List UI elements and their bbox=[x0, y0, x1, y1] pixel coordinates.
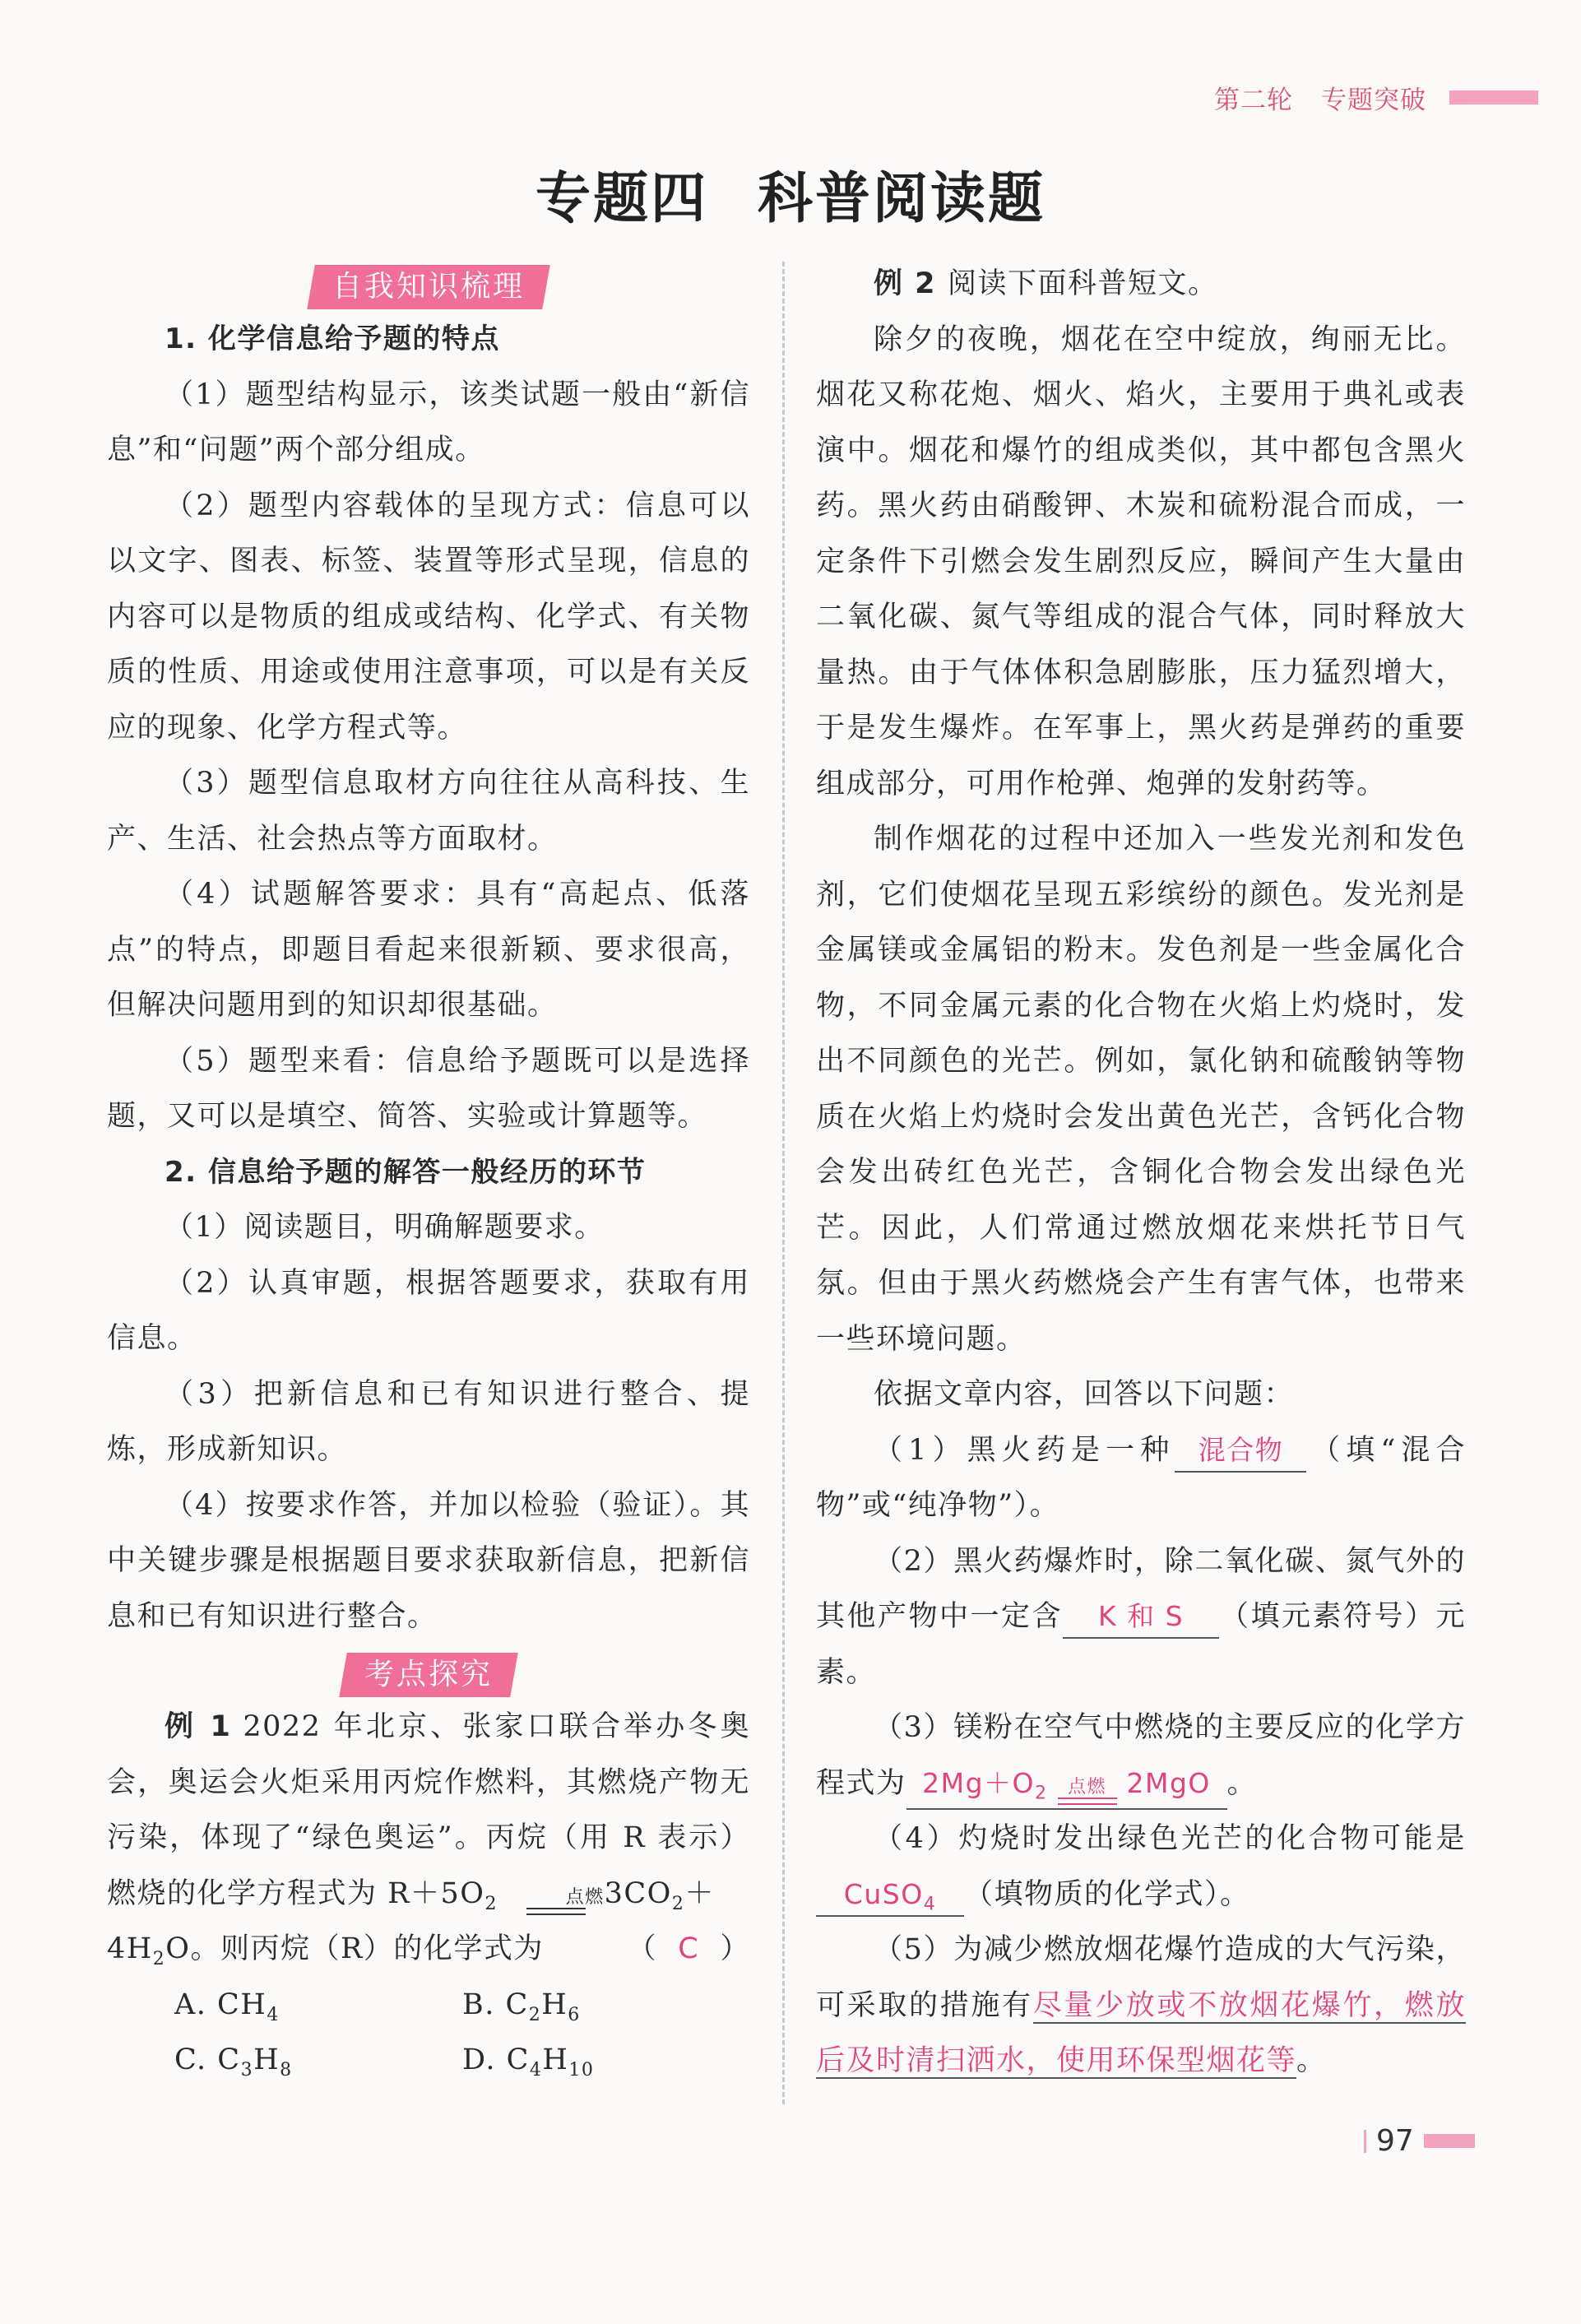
feature-3: （3）题型信息取材方向往往从高科技、生产、生活、社会热点等方面取材。 bbox=[107, 767, 750, 856]
heading-features: 1. 化学信息给予题的特点 bbox=[165, 322, 500, 355]
example-1-answer-bracket: （ C ） bbox=[627, 1932, 750, 1965]
reaction-arrow: 点燃 bbox=[508, 1888, 605, 1918]
answer-3: $2Mg+O_2$ 点燃 2MgO bbox=[906, 1763, 1227, 1810]
chapter-header bbox=[1214, 79, 1538, 116]
header-accent-bar bbox=[1449, 90, 1538, 104]
example-2-intro: 例 2 阅读下面科普短文。 bbox=[874, 267, 1218, 300]
feature-2: （2）题型内容载体的呈现方式：信息可以以文字、图表、标签、装置等形式呈现，信息的内容可以是物质的组成或结构、化学式、有关物质的性质、用途或使用注意事项，可以是有关反应的现象、化学方程式等。 bbox=[107, 489, 750, 745]
example-2-label: 例 2 bbox=[874, 267, 937, 300]
example-1-label: 例 1 bbox=[165, 1710, 232, 1743]
choices-row-2 bbox=[107, 2033, 750, 2089]
question-2: （2）黑火药爆炸时，除二氧化碳、氮气外的其他产物中一定含 K 和 S （填元素符号）元素。 bbox=[816, 1544, 1466, 1689]
page-number-tick bbox=[1364, 2130, 1366, 2153]
reading-paragraph-2: 制作烟花的过程中还加入一些发光剂和发色剂，它们使烟花呈现五彩缤纷的颜色。发光剂是金属镁或金属铝的粉末。发色剂是一些金属化合物，不同金属元素的化合物在火焰上灼烧时，发出不同颜色的光芒。例如，氯化钠和硫酸钠等物质在火焰上灼烧时会发出黄色光芒，含钙化合物会发出砖红色光芒，含铜化合物会发出绿色光芒。因此，人们常通过燃放烟花来烘托节日气氛。但由于黑火药燃烧会产生有害气体，也带来一些环境问题。 bbox=[816, 823, 1466, 1356]
right-column bbox=[816, 257, 1466, 2090]
answer-1: 混合物 bbox=[1175, 1430, 1306, 1473]
banner-explore bbox=[107, 1644, 750, 1700]
answer-3-arrow: 点燃 bbox=[1058, 1778, 1117, 1808]
answer-5: 尽量少放或不放烟花爆竹，燃放后及时清扫洒水，使用环保型烟花等 bbox=[816, 1988, 1466, 2077]
reading-paragraph-1: 除夕的夜晚，烟花在空中绽放，绚丽无比。烟花又称花炮、烟火、焰火，主要用于典礼或表演中。烟花和爆竹的组成类似，其中都包含黑火药。黑火药由硝酸钾、木炭和硫粉混合而成，一定条件下引燃会发生剧烈反应，瞬间产生大量由二氧化碳、氮气等组成的混合气体，同时释放大量热。由于气体体积急剧膨胀，压力猛烈增大，于是发生爆炸。在军事上，黑火药是弹药的重要组成部分，可用作枪弹、炮弹的发射药等。 bbox=[816, 322, 1466, 800]
step-1: （1）阅读题目，明确解题要求。 bbox=[165, 1211, 605, 1244]
example-1-text: 2022 年北京、张家口联合举办冬奥会，奥运会火炬采用丙烷作燃料，其燃烧产物无污染，体现了“绿色奥运”。丙烷（用 R 表示）燃烧的化学方程式为 R＋5O bbox=[107, 1710, 750, 1910]
step-3: （3）把新信息和已有知识进行整合、提炼，形成新知识。 bbox=[107, 1377, 750, 1466]
heading-steps: 2. 信息给予题的解答一般经历的环节 bbox=[165, 1155, 647, 1189]
step-4: （4）按要求作答，并加以检验（验证）。其中关键步骤是根据题目要求获取新信息，把新信息和已有知识进行整合。 bbox=[107, 1488, 750, 1633]
title-topic-name: 科普阅读题 bbox=[758, 166, 1046, 230]
choice-d: D. $C_4H_{10}$ bbox=[462, 2043, 595, 2080]
example-1: 例 1 2022 年北京、张家口联合举办冬奥会，奥运会火炬采用丙烷作燃料，其燃烧产物无污染，体现了“绿色奥运”。丙烷（用 R 表示）燃烧的化学方程式为 $R+5O_2$ 点燃 $3CO_2+$ bbox=[107, 1700, 750, 1922]
round-label: 第二轮 bbox=[1214, 86, 1293, 115]
page-title bbox=[0, 155, 1581, 234]
banner-knowledge bbox=[107, 257, 750, 312]
answer-4: CuSO$_4$ bbox=[816, 1874, 964, 1917]
question-3: （3）镁粉在空气中燃烧的主要反应的化学方程式为 $2Mg+O_2$ 点燃 2MgO 。 bbox=[816, 1700, 1466, 1811]
left-column bbox=[107, 257, 750, 2089]
feature-5: （5）题型来看：信息给予题既可以是选择题，又可以是填空、简答、实验或计算题等。 bbox=[107, 1044, 750, 1133]
example-1-question: $4H_2O$。则丙烷（R）的化学式为 （ C ） bbox=[107, 1922, 750, 1978]
choice-a: A. $CH_4$ bbox=[174, 1988, 280, 2025]
banner-knowledge-label: 自我知识梳理 bbox=[332, 270, 525, 304]
banner-explore-label: 考点探究 bbox=[364, 1658, 493, 1691]
title-topic-number: 专题四 bbox=[536, 166, 708, 230]
choice-b: B. $C_2H_6$ bbox=[462, 1988, 581, 2025]
page-number-bar bbox=[1424, 2134, 1475, 2148]
page-number-value: 97 bbox=[1376, 2124, 1414, 2158]
question-5: （5）为减少燃放烟花爆竹造成的大气污染，可采取的措施有尽量少放或不放烟花爆竹，燃放后及时清扫洒水，使用环保型烟花等。 bbox=[816, 1933, 1466, 2077]
choice-c: C. $C_3H_8$ bbox=[174, 2043, 293, 2080]
step-2: （2）认真审题，根据答题要求，获取有用信息。 bbox=[107, 1266, 750, 1355]
feature-4: （4）试题解答要求：具有“高起点、低落点”的特点，即题目看起来很新颖、要求很高，但解决问题用到的知识却很基础。 bbox=[107, 878, 750, 1022]
answer-2: K 和 S bbox=[1063, 1596, 1219, 1639]
column-divider bbox=[782, 262, 785, 2104]
feature-1: （1）题型结构显示，该类试题一般由“新信息”和“问题”两个部分组成。 bbox=[107, 378, 750, 466]
question-1: （1）黑火药是一种 混合物 （填“混合物”或“纯净物”）。 bbox=[816, 1423, 1466, 1534]
example-1-answer: C bbox=[678, 1932, 700, 1965]
question-prompt: 依据文章内容，回答以下问题： bbox=[874, 1378, 1295, 1411]
section-label: 专题突破 bbox=[1321, 86, 1426, 115]
choices-row-1 bbox=[107, 1978, 750, 2034]
page-number bbox=[1364, 2124, 1475, 2158]
question-4: （4）灼烧时发出绿色光芒的化合物可能是CuSO$_4$ （填物质的化学式）。 bbox=[816, 1811, 1466, 1923]
